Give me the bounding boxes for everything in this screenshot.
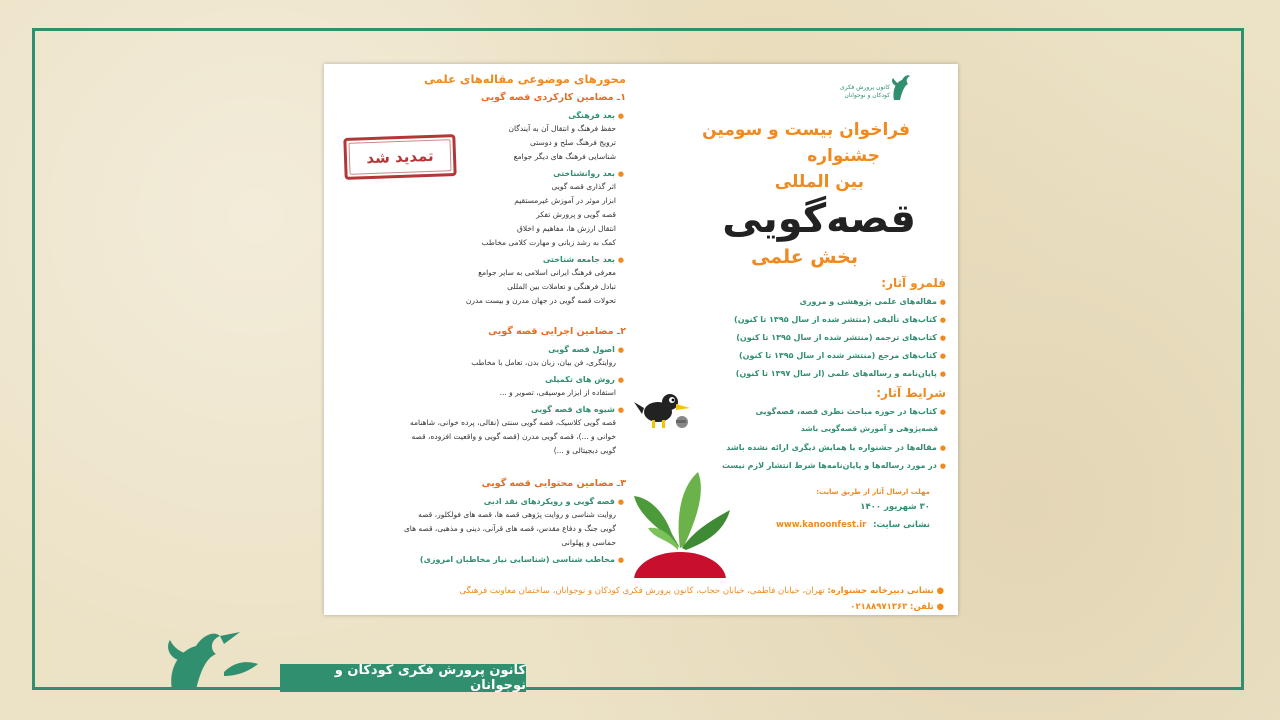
scope-item: ● کتاب‌های مرجع (منتشر شده از سال ۱۳۹۵ تا کنون) [739, 350, 946, 362]
group-heading: ● بعد فرهنگی [568, 110, 624, 122]
condition-item: ● مقاله‌ها در جشنواره یا همایش دیگری ارائه نشده باشد [726, 442, 946, 454]
scope-item: ● کتاب‌های تألیفی (منتشر شده از سال ۱۳۹۵ تا کنون) [734, 314, 946, 326]
beet-plant-icon [620, 468, 740, 578]
topic-line: روایتگری، فن بیان، زبان بدن، تعامل با مخاطب [471, 358, 616, 367]
logo-text: کانون پرورش فکری کودکان و نوجوانان [840, 84, 890, 99]
group-heading: ● بعد جامعه شناختی [543, 254, 624, 266]
extended-stamp [343, 134, 456, 180]
address-label: نشانی دبیرخانه جشنواره: [827, 586, 934, 596]
kanoon-logo [832, 72, 912, 110]
address-value: تهران، خیابان فاطمی، خیابان حجاب، کانون پرورش فکری کودکان و نوجوانان، ساختمان معاونت فرهنگی [459, 586, 825, 596]
stamp-text: تمدید شد [366, 146, 434, 168]
kanoon-bird-logo-icon [162, 628, 282, 692]
topic-line: ترویج فرهنگ صلح و دوستی [529, 138, 616, 147]
site-label: نشانی سایت: [873, 520, 930, 530]
group-heading: ● شیوه های قصه گویی [531, 404, 624, 416]
condition-item: ● در مورد رساله‌ها و پایان‌نامه‌ها شرط انتشار لازم نیست [722, 460, 946, 472]
kanoon-bird-icon [890, 72, 912, 102]
deadline-label: مهلت ارسال آثار از طریق سایت: [816, 488, 930, 496]
topic-line: گویی جنگ و دفاع مقدس، قصه های قرآنی، دینی و مذهبی، قصه های [403, 524, 616, 533]
topic-line: اثر گذاری قصه گویی [551, 182, 616, 191]
phone-label: تلفن: [910, 602, 934, 612]
scope-item: ● پایان‌نامه و رساله‌های علمی (از سال ۱۳۹۷ تا کنون) [736, 368, 946, 380]
scope-item: ● کتاب‌های ترجمه (منتشر شده از سال ۱۳۹۵ تا کنون) [736, 332, 946, 344]
phone-line: ● تلفن: ۰۲۱۸۸۹۷۱۳۶۳ [850, 602, 944, 612]
topic-line: ابزار موثر در آموزش غیرمستقیم [514, 196, 616, 205]
topic-line: معرفی فرهنگ ایرانی اسلامی به سایر جوامع [478, 268, 616, 277]
topic-line: گویی دیجیتالی و ...) [553, 446, 616, 455]
group-heading: ● مخاطب شناسی (شناسایی نیاز مخاطبان امروزی) [420, 554, 624, 566]
part2-heading: ۲ـ مضامین اجرایی قصه گویی [488, 326, 626, 337]
phone-value: ۰۲۱۸۸۹۷۱۳۶۳ [850, 602, 908, 612]
topic-line: کمک به رشد زبانی و مهارت کلامی مخاطب [481, 238, 616, 247]
topic-line: شناسایی فرهنگ های دیگر جوامع [513, 152, 616, 161]
topic-line: قصه گویی و پرورش تفکر [536, 210, 616, 219]
brand-strip: کانون پرورش فکری کودکان و نوجوانان [280, 664, 526, 692]
topic-line: حفظ فرهنگ و انتقال آن به آیندگان [508, 124, 616, 133]
section-title: بخش علمی [751, 246, 858, 268]
topic-line: خوانی و ...)، قصه گویی مدرن (قصه گویی و واقعیت افزوده، قصه [411, 432, 616, 441]
title-line-1: فراخوان بیست و سومین [702, 120, 910, 140]
scope-heading: قلمرو آثار: [881, 276, 946, 290]
festival-poster [324, 64, 958, 615]
title-line-2: جشنواره [807, 146, 880, 166]
condition-item-cont: قصه‌پژوهی و آموزش قصه‌گویی باشد [800, 424, 938, 433]
part1-heading: ۱ـ مضامین کارکردی قصه گویی [481, 92, 626, 103]
title-line-3: بین المللی [774, 172, 864, 192]
deadline-value: ۳۰ شهریور ۱۴۰۰ [860, 502, 930, 512]
topic-line: حماسی و پهلوانی [561, 538, 616, 547]
group-heading: ● بعد روانشناختی [553, 168, 624, 180]
topic-line: استفاده از ابزار موسیقی، تصویر و ... [499, 388, 616, 397]
crow-mascot-icon [632, 388, 692, 434]
topic-line: قصه گویی کلاسیک، قصه گویی سنتی (نقالی، پرده خوانی، شاهنامه [409, 418, 616, 427]
topics-heading: محورهای موضوعی مقاله‌های علمی [424, 72, 626, 86]
conditions-heading: شرایط آثار: [876, 386, 946, 400]
condition-item: ● کتاب‌ها در حوزه مباحث نظری قصه، قصه‌گویی [756, 406, 946, 418]
poster-left-column [324, 64, 638, 615]
group-heading: ● قصه گویی و رویکردهای نقد ادبی [484, 496, 624, 508]
part3-heading: ۳ـ مضامین محتوایی قصه گویی [481, 478, 626, 489]
group-heading: ● روش های تکمیلی [545, 374, 624, 386]
site-url: www.kanoonfest.ir [776, 520, 867, 530]
address-line: ● نشانی دبیرخانه جشنواره: تهران، خیابان فاطمی، خیابان حجاب، کانون پرورش فکری کودکان و نوجوانان، ساختمان معاونت فرهنگی [459, 586, 944, 596]
topic-line: تبادل فرهنگی و تعاملات بین المللی [507, 282, 616, 291]
scope-item: ● مقاله‌های علمی پژوهشی و مروری [800, 296, 946, 308]
site-line [776, 520, 930, 530]
topic-line: تحولات قصه گویی در جهان مدرن و بیست مدرن [465, 296, 616, 305]
group-heading: ● اصول قصه گویی [548, 344, 624, 356]
topic-line: انتقال ارزش ها، مفاهیم و اخلاق [517, 224, 616, 233]
title-main: قصه‌گویی [722, 196, 916, 242]
topic-line: روایت شناسی و روایت پژوهی قصه ها، قصه های فولکلور، قصه [418, 510, 616, 519]
